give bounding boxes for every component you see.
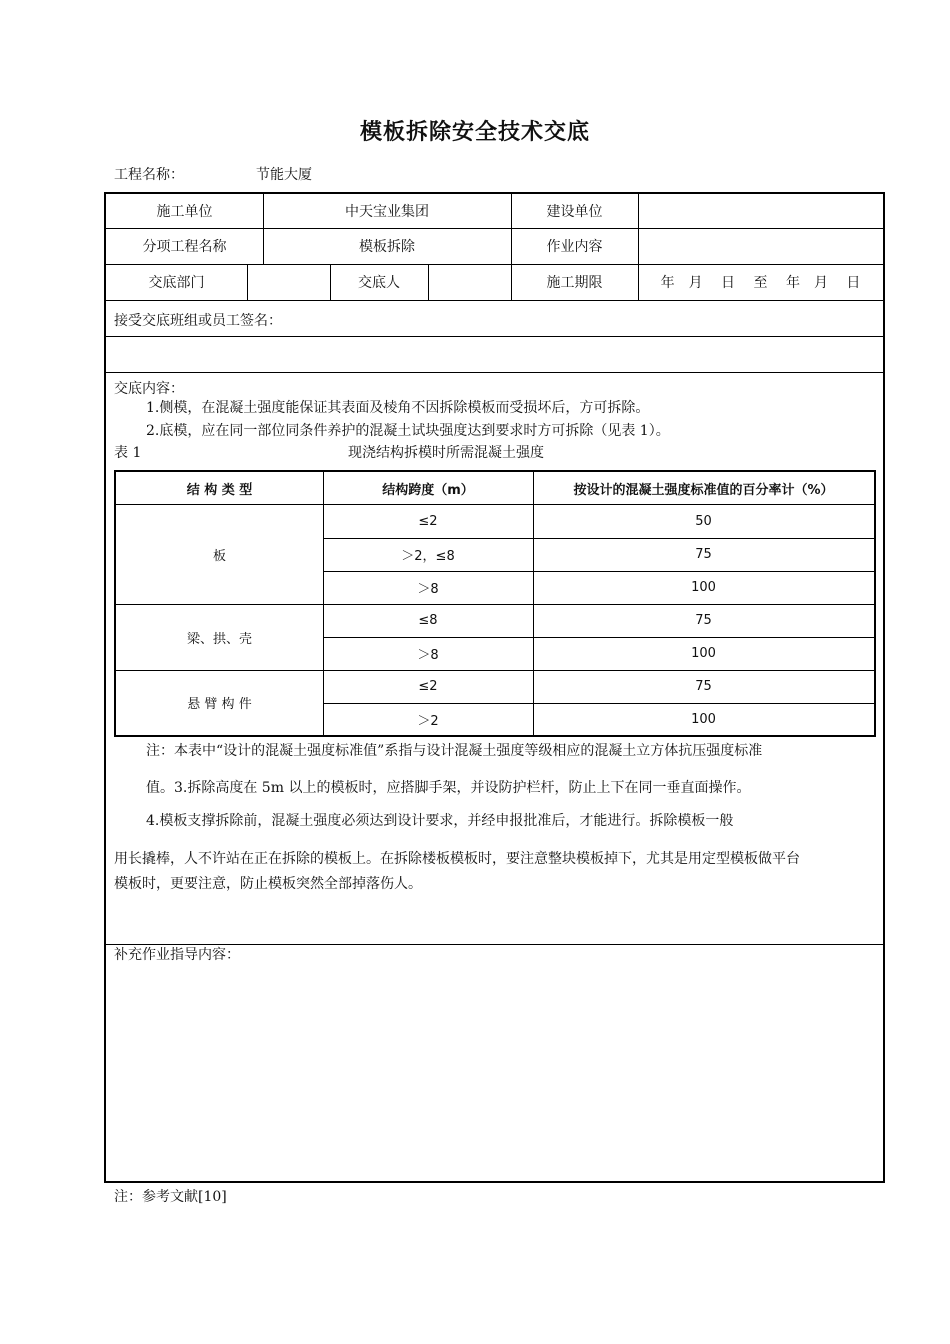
percent-cell: 75	[695, 613, 712, 628]
dept-value	[247, 264, 330, 300]
structure-type-cell: 板	[212, 548, 226, 564]
header-span: 结构跨度（m）	[382, 482, 474, 498]
percent-cell: 75	[695, 679, 712, 694]
person-label: 交底人	[358, 275, 400, 291]
structure-type-cell: 悬 臂 构 件	[187, 697, 252, 712]
page-title: 模板拆除安全技术交底	[359, 120, 590, 145]
percent-cell: 100	[691, 711, 716, 727]
construction-unit-value: 中天宝业集团	[345, 204, 429, 220]
content-item-4-line-3: 模板时，更要注意，防止模板突然全部掉落伤人。	[114, 876, 422, 892]
work-content-value	[638, 228, 883, 264]
percent-cell: 100	[691, 646, 716, 661]
percent-cell: 100	[691, 580, 716, 595]
person-value	[428, 264, 511, 300]
table-note-line-1: 注：本表中“设计的混凝土强度标准值”系指与设计混凝土强度等级相应的混凝土立方体抗压强度标准	[146, 743, 763, 759]
span-cell: ＞2，≤8	[401, 549, 455, 564]
supplement-label: 补充作业指导内容：	[114, 947, 240, 963]
period-label: 施工期限	[546, 275, 603, 291]
construction-unit-label: 施工单位	[156, 204, 213, 220]
strength-table	[114, 470, 876, 737]
header-structure-type: 结 构 类 型	[186, 482, 253, 498]
content-item-4-line-1: 4.模板支撑拆除前，混凝土强度必须达到设计要求，并经申报批准后，才能进行。拆除模板一般	[146, 813, 734, 829]
content-item-1: 1.侧模，在混凝土强度能保证其表面及棱角不因拆除模板而受损坏后，方可拆除。	[146, 400, 650, 416]
client-unit-label: 建设单位	[546, 204, 603, 220]
table-caption: 现浇结构拆模时所需混凝土强度	[348, 445, 544, 461]
content-item-2: 2.底模，应在同一部位同条件养护的混凝土试块强度达到要求时方可拆除（见表 1）。	[146, 423, 670, 439]
client-unit-value	[638, 194, 883, 228]
dept-label: 交底部门	[148, 275, 205, 291]
table-label: 表 1	[114, 445, 142, 461]
table-note-line-2: 值。3.拆除高度在 5m 以上的模板时，应搭脚手架，并设防护栏杆，防止上下在同一垂直面操作。	[146, 780, 751, 796]
percent-cell: 50	[695, 513, 712, 529]
sub-project-value: 模板拆除	[359, 239, 415, 255]
project-name-label: 工程名称：	[114, 167, 184, 183]
span-cell: ≤2	[418, 513, 438, 529]
period-value: 年 月 日 至 年 月 日	[660, 275, 861, 291]
sub-project-label: 分项工程名称	[142, 239, 227, 255]
project-name-value: 节能大厦	[256, 167, 312, 183]
work-content-label: 作业内容	[546, 239, 603, 255]
percent-cell: 75	[695, 547, 712, 562]
span-cell: ≤2	[418, 679, 438, 694]
structure-type-cell: 梁、拱、壳	[186, 631, 252, 647]
span-cell: ≤8	[418, 613, 438, 628]
span-cell: ＞8	[417, 648, 439, 663]
signature-label: 接受交底班组或员工签名：	[114, 313, 282, 329]
span-cell: ＞8	[417, 582, 439, 597]
span-cell: ＞2	[417, 713, 439, 729]
content-heading: 交底内容：	[114, 381, 184, 397]
header-percent: 按设计的混凝土强度标准值的百分率计（%）	[573, 482, 834, 498]
footnote: 注：参考文献[10]	[114, 1189, 227, 1205]
content-item-4-line-2: 用长撬棒，人不许站在正在拆除的模板上。在拆除楼板模板时，要注意整块模板掉下，尤其是用定型模板做平台	[114, 851, 800, 867]
